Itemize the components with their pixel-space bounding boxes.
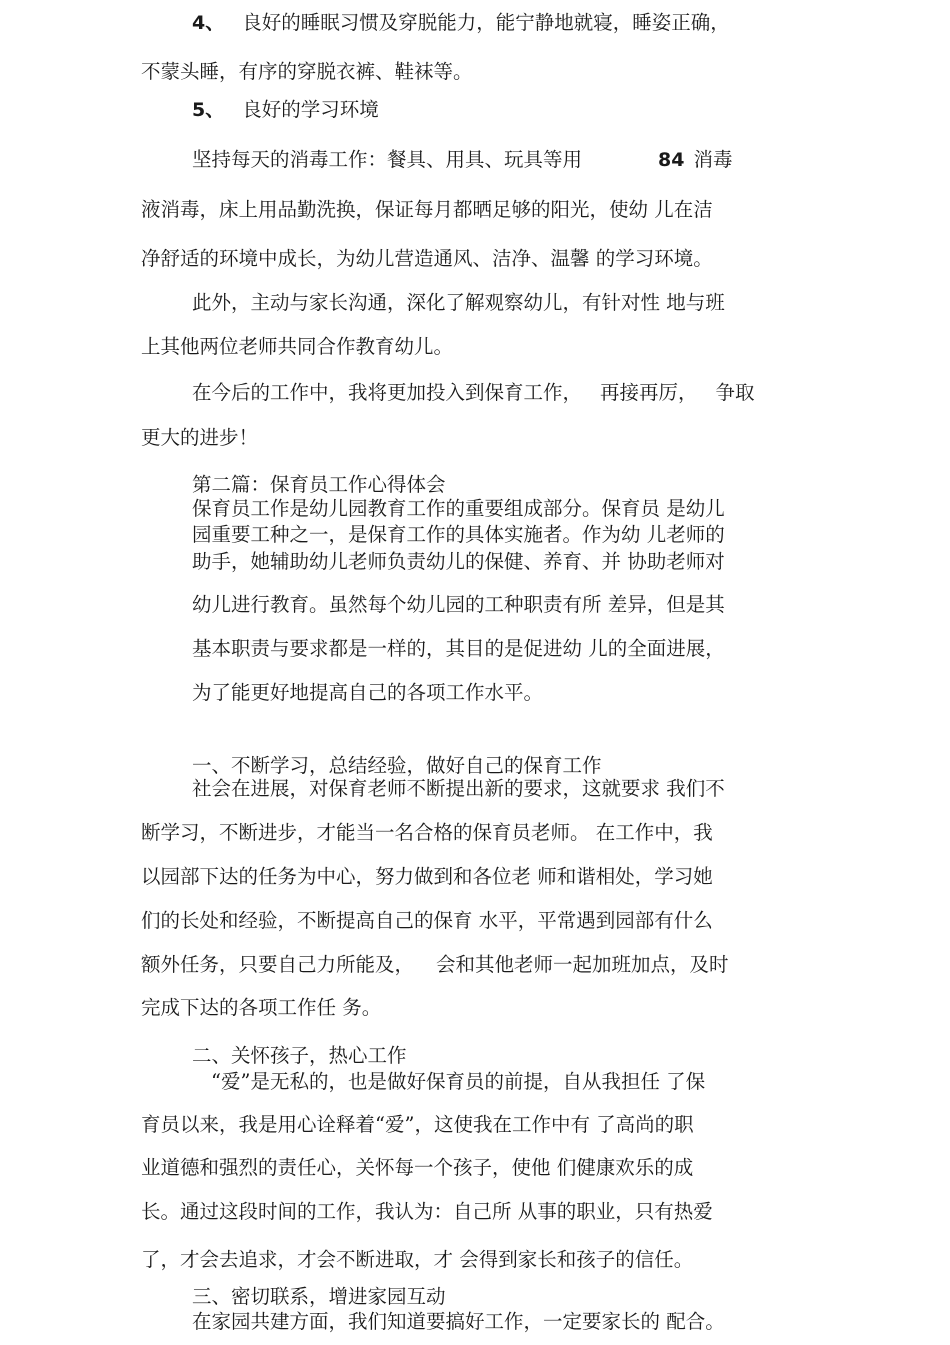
future-text-a: 在今后的工作中，我将更加投入到保育工作， (192, 381, 583, 404)
part2-line1: 保育员工作是幼儿园教育工作的重要组成部分。保育员 是幼儿 (192, 497, 725, 520)
section2-line3: 业道德和强烈的责任心，关怀每一个孩子，使他 们健康欢乐的成 (141, 1156, 694, 1179)
item4-number: 4、 (192, 12, 225, 34)
section2-line2: 育员以来，我是用心诠释着“爱”，这使我在工作中有 了高尚的职 (141, 1113, 694, 1136)
section1-line5 (141, 953, 729, 977)
section2-line5: 了，才会去追求，才会不断进取，才 会得到家长和孩子的信任。 (141, 1248, 694, 1271)
section2-line1: “爱”是无私的，也是做好保育员的前提，自从我担任 了保 (211, 1070, 706, 1093)
section1-title: 一、不断学习，总结经验，做好自己的保育工作 (192, 754, 602, 777)
item5-title: 良好的学习环境 (242, 98, 379, 121)
future-text-b: 再接再厉， (600, 381, 698, 404)
item5-para-line1 (192, 148, 732, 172)
part2-line2: 园重要工种之一，是保育工作的具体实施者。作为幼 儿老师的 (192, 523, 725, 546)
section1-line4: 们的长处和经验，不断提高自己的保育 水平，平常遇到园部有什么 (141, 909, 713, 932)
disinfectant-number: 84 (658, 149, 685, 171)
part2-title: 第二篇：保育员工作心得体会 (192, 473, 446, 496)
section2-line4: 长。通过这段时间的工作，我认为：自己所 从事的职业，只有热爱 (141, 1200, 713, 1223)
future-text-c: 争取 (715, 381, 755, 404)
item5-number: 5、 (192, 99, 225, 121)
section3-title: 三、密切联系，增进家园互动 (192, 1285, 446, 1308)
extra-para-line1: 此外，主动与家长沟通，深化了解观察幼儿，有针对性 地与班 (192, 291, 725, 314)
part2-line4: 幼儿进行教育。虽然每个幼儿园的工种职责有所 差异，但是其 (192, 593, 725, 616)
section1-line2: 断学习，不断进步，才能当一名合格的保育员老师。 在工作中，我 (141, 821, 713, 844)
item5-para-end: 消毒 (693, 148, 733, 171)
item5-para-line3: 净舒适的环境中成长，为幼儿营造通风、洁净、温馨 的学习环境。 (141, 247, 713, 270)
section1-line5-b: 会和其他老师一起加班加点，及时 (436, 953, 729, 976)
part2-line3: 助手，她辅助幼儿老师负责幼儿的保健、养育、并 协助老师对 (192, 550, 725, 573)
future-para-line2: 更大的进步！ (141, 426, 259, 449)
item4-line1 (192, 11, 730, 35)
section1-line1: 社会在进展，对保育老师不断提出新的要求，这就要求 我们不 (192, 777, 725, 800)
section1-line6: 完成下达的各项工作任 务。 (141, 996, 382, 1019)
part2-line5: 基本职责与要求都是一样的，其目的是促进幼 儿的全面进展， (192, 637, 725, 660)
section1-line5-a: 额外任务，只要自己力所能及， (141, 953, 415, 976)
item5-para-text: 坚持每天的消毒工作：餐具、用具、玩具等用 (192, 148, 583, 171)
section1-line3: 以园部下达的任务为中心，努力做到和各位老 师和谐相处，学习她 (141, 865, 713, 888)
item4-line2: 不蒙头睡，有序的穿脱衣裤、鞋袜等。 (141, 60, 473, 83)
extra-para-line2: 上其他两位老师共同合作教育幼儿。 (141, 335, 454, 358)
item4-text: 良好的睡眠习惯及穿脱能力，能宁静地就寝，睡姿正确， (242, 11, 730, 34)
item5-heading (192, 98, 379, 122)
part2-line6: 为了能更好地提高自己的各项工作水平。 (192, 681, 544, 704)
future-para-line1 (192, 381, 755, 405)
item5-para-line2: 液消毒，床上用品勤洗换，保证每月都晒足够的阳光，使幼 儿在洁 (141, 198, 713, 221)
section3-line1: 在家园共建方面，我们知道要搞好工作，一定要家长的 配合。 (192, 1310, 725, 1333)
section2-title: 二、关怀孩子，热心工作 (192, 1044, 407, 1067)
